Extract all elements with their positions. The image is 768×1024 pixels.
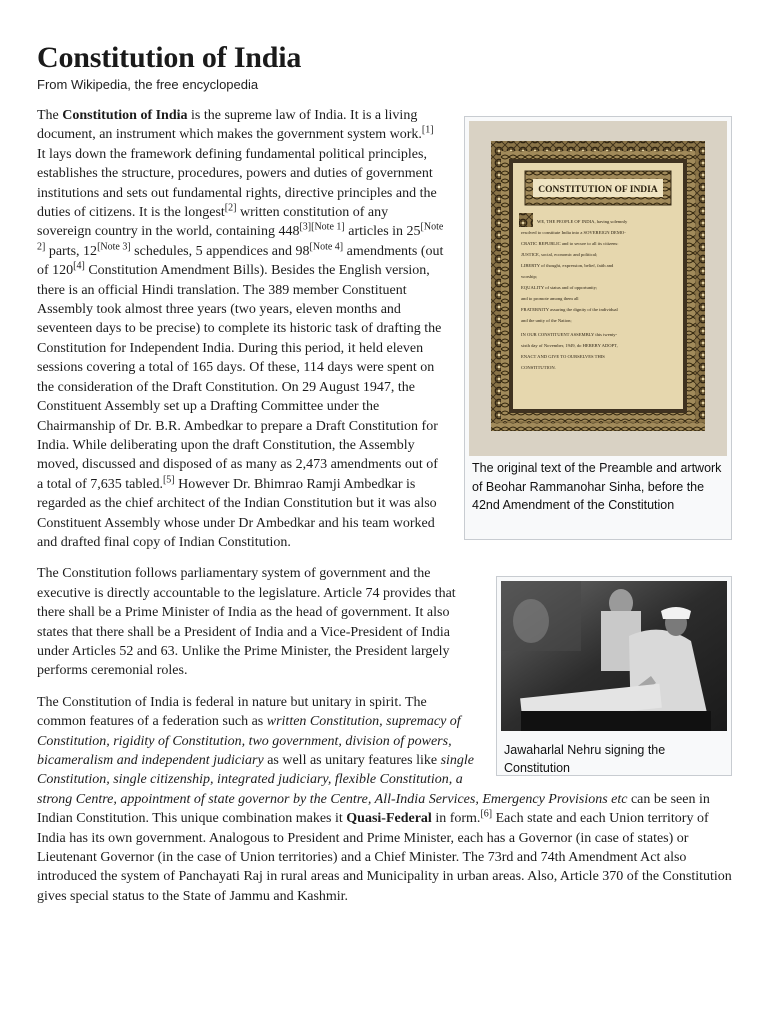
note-link[interactable]: [Note 2] — [37, 221, 444, 253]
government-paragraph: The Constitution follows parliamentary system of government and the executive is directly accountable to the legislature. Article 74 provides that there shall be a Prime Minister of India as the head of government. It also states that there shall be a President of India and a Vice-President of India under Articles 52 and 63. Unlike the Prime Minister, the President largely performs ceremonial roles. — [37, 566, 456, 679]
article-body — [37, 106, 737, 918]
preamble-image[interactable] — [469, 121, 727, 456]
preamble-caption: The original text of the Preamble and artwork of Beohar Rammanohar Sinha, before the 42nd Amendment of the Constitution — [472, 461, 722, 512]
preamble-line: and the unity of the Nation; — [521, 318, 572, 323]
preamble-line: sixth day of November, 1949, do HEREBY ADOPT, — [521, 343, 618, 348]
citation-link[interactable]: [3] — [299, 221, 312, 233]
preamble-line: LIBERTY of thought, expression, belief, faith and — [521, 263, 614, 268]
preamble-line: ENACT AND GIVE TO OURSELVES THIS — [521, 354, 605, 359]
preamble-line: EQUALITY of status and of opportunity; — [521, 285, 598, 290]
note-link[interactable]: [Note 4] — [309, 241, 344, 253]
preamble-line: resolved to constitute India into a SOVEREIGN DEMO- — [521, 230, 626, 235]
citation-link[interactable]: [1] — [421, 124, 434, 136]
citation-link[interactable]: [4] — [73, 260, 85, 272]
preamble-figure[interactable] — [464, 116, 732, 540]
preamble-line: worship; — [521, 274, 538, 279]
citation-link[interactable]: [2] — [224, 202, 237, 214]
preamble-line: JUSTICE, social, economic and political; — [521, 252, 598, 257]
bold-term: Constitution of India — [62, 108, 188, 123]
page-tagline: From Wikipedia, the free encyclopedia — [37, 77, 259, 92]
preamble-heading: CONSTITUTION OF INDIA — [538, 185, 658, 195]
preamble-line: FRATERNITY assuring the dignity of the individual — [521, 307, 618, 312]
nehru-figure[interactable] — [496, 576, 732, 776]
preamble-line: and to promote among them all — [521, 296, 579, 301]
preamble-artwork — [469, 121, 727, 456]
note-link[interactable]: [Note 1] — [311, 221, 345, 233]
preamble-line: WE, THE PEOPLE OF INDIA, having solemnly — [537, 219, 628, 224]
bold-term: Quasi-Federal — [346, 811, 432, 827]
citation-link[interactable]: [6] — [480, 808, 493, 820]
preamble-line: IN OUR CONSTITUENT ASSEMBLY this twenty- — [521, 332, 618, 337]
citation-link[interactable]: [5] — [162, 474, 175, 486]
page-title: Constitution of India — [37, 41, 302, 74]
nehru-photo[interactable] — [501, 581, 727, 731]
nehru-caption: Jawaharlal Nehru signing the Constitution — [504, 742, 666, 776]
preamble-line: CONSTITUTION. — [521, 365, 556, 370]
preamble-line: CRATIC REPUBLIC and to secure to all its citizens: — [521, 241, 619, 246]
intro-paragraph: The Constitution of India is the supreme law of India. It is a living document, an instrument which makes the government system work.[1] It lays down the framework defining fundamental political principles, establishes the structure, procedures, powers and duties of government institutions and sets out fundamental rights, directive principles and the duties of citizens. It is the longest[2] written constitution of any sovereign country in the world, containing 448[3][Note 1] articles in 25[Note 2] parts, 12[Note 3] schedules, 5 appendices and 98[Note 4] amendments (out of 120[4] Constitution Amendment Bills). Besides the English version, there is an official Hindi translation. The 389 member Constituent Assembly took almost three years (two years, eleven months and seventeen days to be precise) to complete its historic task of drafting the Constitution for Independent India. During this period, it held eleven sessions covering a total of 165 days. Of these, 114 days were spent on the consideration of the Draft Constitution. On 29 August 1947, the Constituent Assembly set up a Drafting Committee under the Chairmanship of Dr. B.R. Ambedkar to prepare a Draft Constitution for India. While deliberating upon the draft Constitution, the Assembly moved, discussed and disposed of as many as 2,473 amendments out of a total of 7,635 tabled.[5] However Dr. Bhimrao Ramji Ambedkar is regarded as the chief architect of the Indian Constitution but it was also Constituent Assembly whose under Dr Ambedkar and his team worked and drafted final copy of Indian Constitution. — [37, 108, 444, 550]
note-link[interactable]: [Note 3] — [97, 241, 131, 253]
federal-paragraph: The Constitution of India is federal in nature but unitary in spirit. The common features of a federation such as written Constitution, supremacy of Constitution, rigidity of Constitution, two government, division of powers, bicameralism and independent judiciary as well as unitary features like single Constitution, single citizenship, integrated judiciary, flexible Constitution, a strong Centre, appointment of state governor by the Centre, All-India Services, Emergency Provisions etc can be seen in Indian Constitution. This unique combination makes it Quasi-Federal in form.[6] Each state and each Union territory of India has its own government. Analogous to President and Prime Minister, each has a Governor (in case of states) or Lieutenant Governor (in the case of Union territories) and a Chief Minister. The 73rd and 74th Amendment Act also introduced the system of Panchayati Raj in rural areas and Municipality in urban areas. Also, Article 370 of the Constitution gives special status to the State of Jammu and Kashmir. — [37, 694, 732, 904]
